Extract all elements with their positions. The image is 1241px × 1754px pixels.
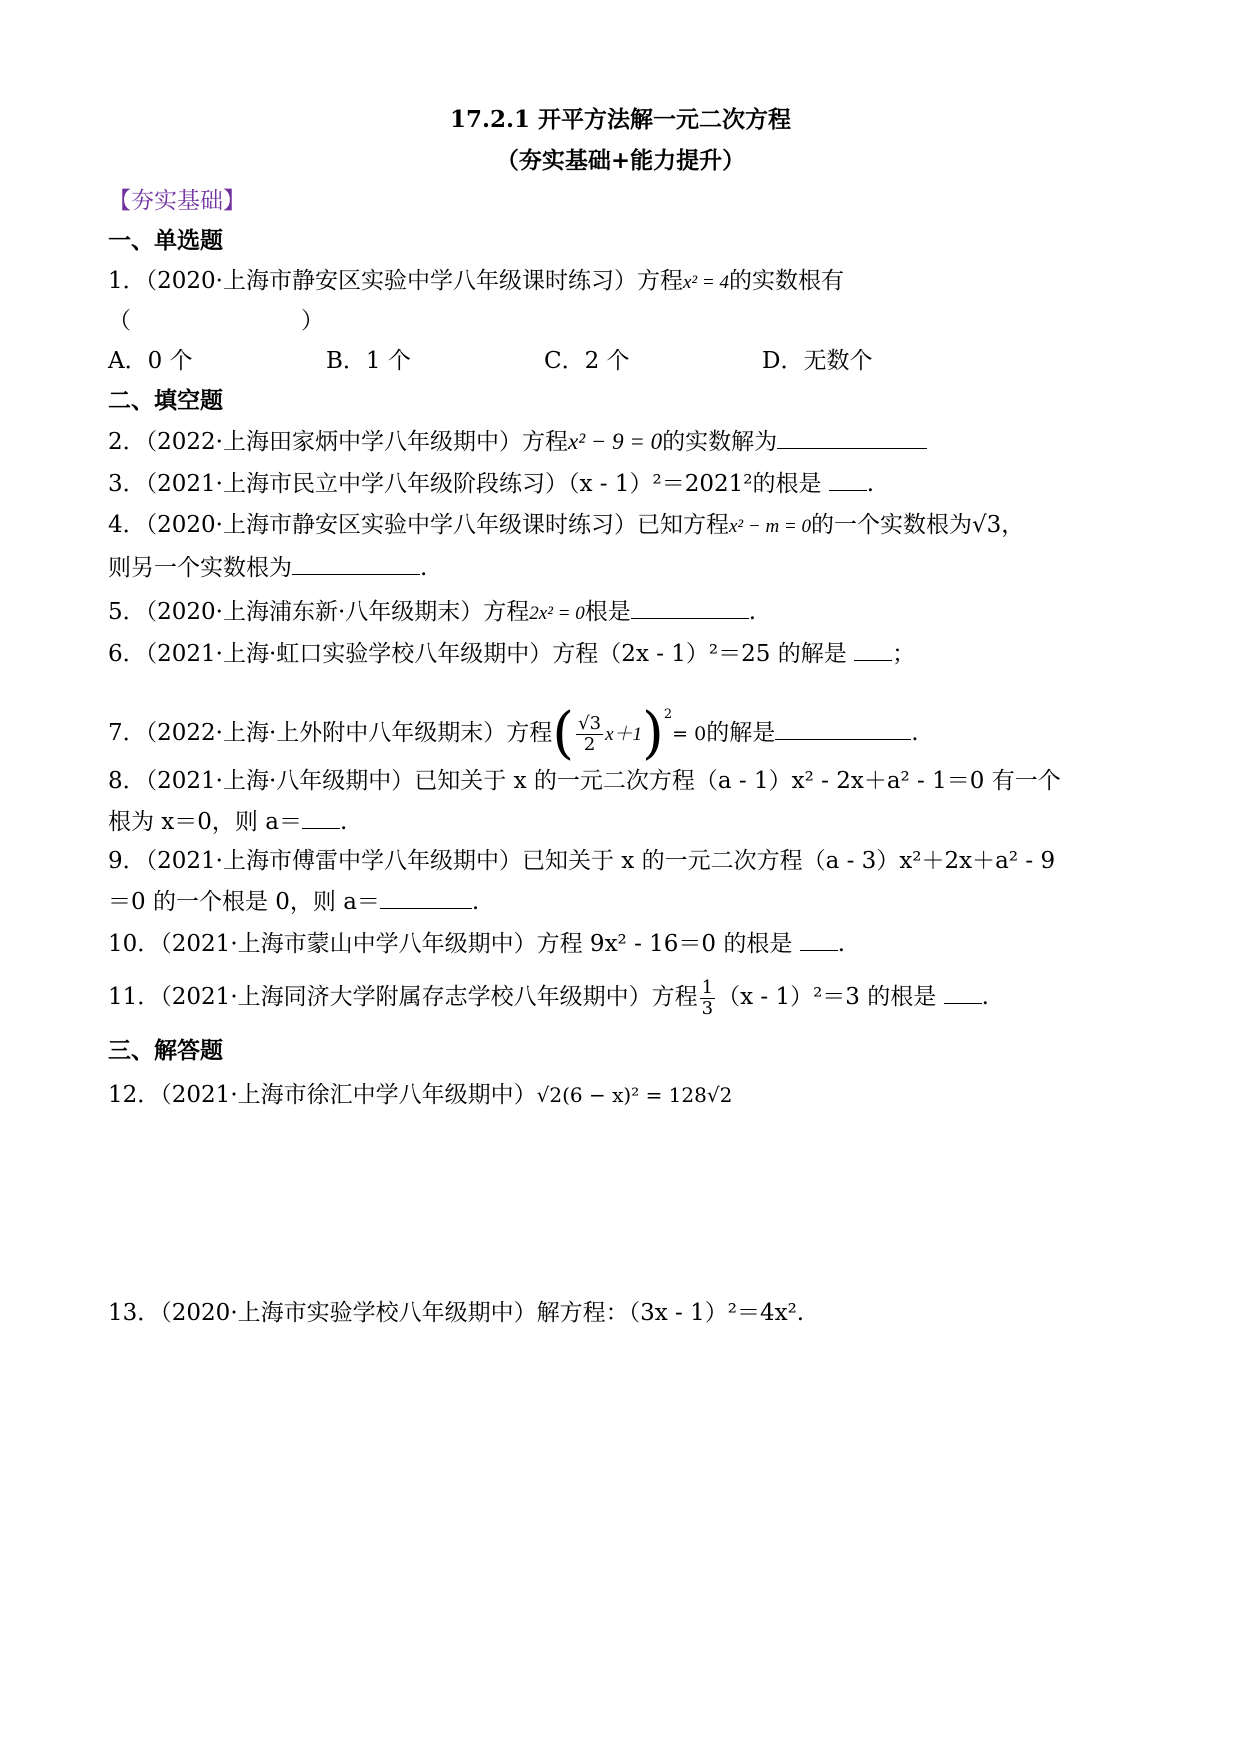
question-4-line-2: 则另一个实数根为 . <box>108 552 427 583</box>
equation: x² − 9 = 0 <box>568 429 663 454</box>
question-9-line-2: ＝0 的一个根是 0，则 a＝ . <box>108 886 479 917</box>
answer-blank[interactable] <box>631 596 749 619</box>
section-heading-single-choice: 一、单选题 <box>108 227 223 254</box>
question-6: 6．（2021·上海·虹口实验学校八年级期中）方程（2x - 1）²＝25 的解是 ； <box>108 638 915 669</box>
question-11: 11．（2021·上海同济大学附属存志学校八年级期中）方程 $\frac{1}{3}$ （x - 1）²＝3 的根是 . <box>108 976 989 1019</box>
section-heading-fill-blank: 二、填空题 <box>108 387 223 414</box>
section-heading-solve: 三、解答题 <box>108 1037 223 1064</box>
equation: 2x² = 0 <box>529 603 585 624</box>
equation: √2(6 − x)² = 128√2 <box>536 1083 733 1107</box>
question-7: 7．（2022·上海·上外附中八年级期末）方程( $\frac{√3}{2}$ x＋1)$^2$= 0的解是 . <box>108 701 919 766</box>
question-text: 的实数根有 <box>728 268 844 294</box>
answer-blank[interactable] <box>829 468 867 491</box>
question-8: 8．（2021·上海·八年级期中）已知关于 x 的一元二次方程（a - 1）x² - 2x＋a² - 1＝0 有一个 <box>108 768 1061 794</box>
answer-blank[interactable] <box>944 981 982 1004</box>
question-source: （2020·上海市静安区实验中学八年级课时练习）方程 <box>145 268 683 294</box>
answer-blank[interactable] <box>800 928 838 951</box>
question-1 <box>108 266 844 298</box>
answer-blank[interactable] <box>854 638 892 661</box>
option-d[interactable]: D．无数个 <box>762 348 873 374</box>
equation: x² − m = 0 <box>729 516 811 537</box>
option-b[interactable]: B．1 个 <box>326 348 411 374</box>
question-12: 12．（2021·上海市徐汇中学八年级期中）√2(6 − x)² = 128√2 <box>108 1082 733 1108</box>
equation: x - 1）²＝25 <box>635 641 771 667</box>
option-a[interactable]: A．0 个 <box>108 348 193 374</box>
question-5: 5．（2020·上海浦东新·八年级期末）方程2x² = 0根是 . <box>108 596 756 629</box>
root-value: √3 <box>972 512 1002 538</box>
answer-blank[interactable] <box>775 717 911 740</box>
answer-blank[interactable] <box>302 806 340 829</box>
equation: x² = 4 <box>683 272 729 293</box>
question-8-line-2: 根为 x＝0，则 a＝ . <box>108 806 347 837</box>
question-4: 4．（2020·上海市静安区实验中学八年级课时练习）已知方程x² − m = 0的一个实数根为√3， <box>108 512 1025 538</box>
answer-blank[interactable] <box>777 426 927 449</box>
answer-blank[interactable] <box>292 552 420 575</box>
question-9: 9．（2021·上海市傅雷中学八年级期中）已知关于 x 的一元二次方程（a - 3）x²＋2x＋a² - 9 <box>108 848 1056 874</box>
fraction: $\frac{√3}{2}$ <box>578 712 602 755</box>
question-13: 13．（2020·上海市实验学校八年级期中）解方程：（3x - 1）²＝4x². <box>108 1300 805 1326</box>
question-10: 10．（2021·上海市蒙山中学八年级期中）方程 9x² - 16＝0 的根是 . <box>108 928 845 959</box>
question-number: 1． <box>108 268 146 294</box>
options-row <box>108 346 872 376</box>
question-2: 2．（2022·上海田家炳中学八年级期中）方程x² − 9 = 0的实数解为 <box>108 426 927 457</box>
section-tag: 【夯实基础】 <box>108 188 246 214</box>
option-c[interactable]: C．2 个 <box>544 348 630 374</box>
question-3: 3．（2021·上海市民立中学八年级阶段练习）（x - 1）²＝2021²的根是 . <box>108 468 874 499</box>
equation: x - 1）²＝2021² <box>579 471 753 497</box>
answer-blank[interactable] <box>380 886 472 909</box>
document-subtitle: （夯实基础+能力提升） <box>495 147 746 174</box>
document-title: 17.2.1 开平方法解一元二次方程 <box>449 106 792 133</box>
fraction: $\frac{1}{3}$ <box>701 976 714 1019</box>
answer-parentheses: （ ） <box>108 308 324 334</box>
